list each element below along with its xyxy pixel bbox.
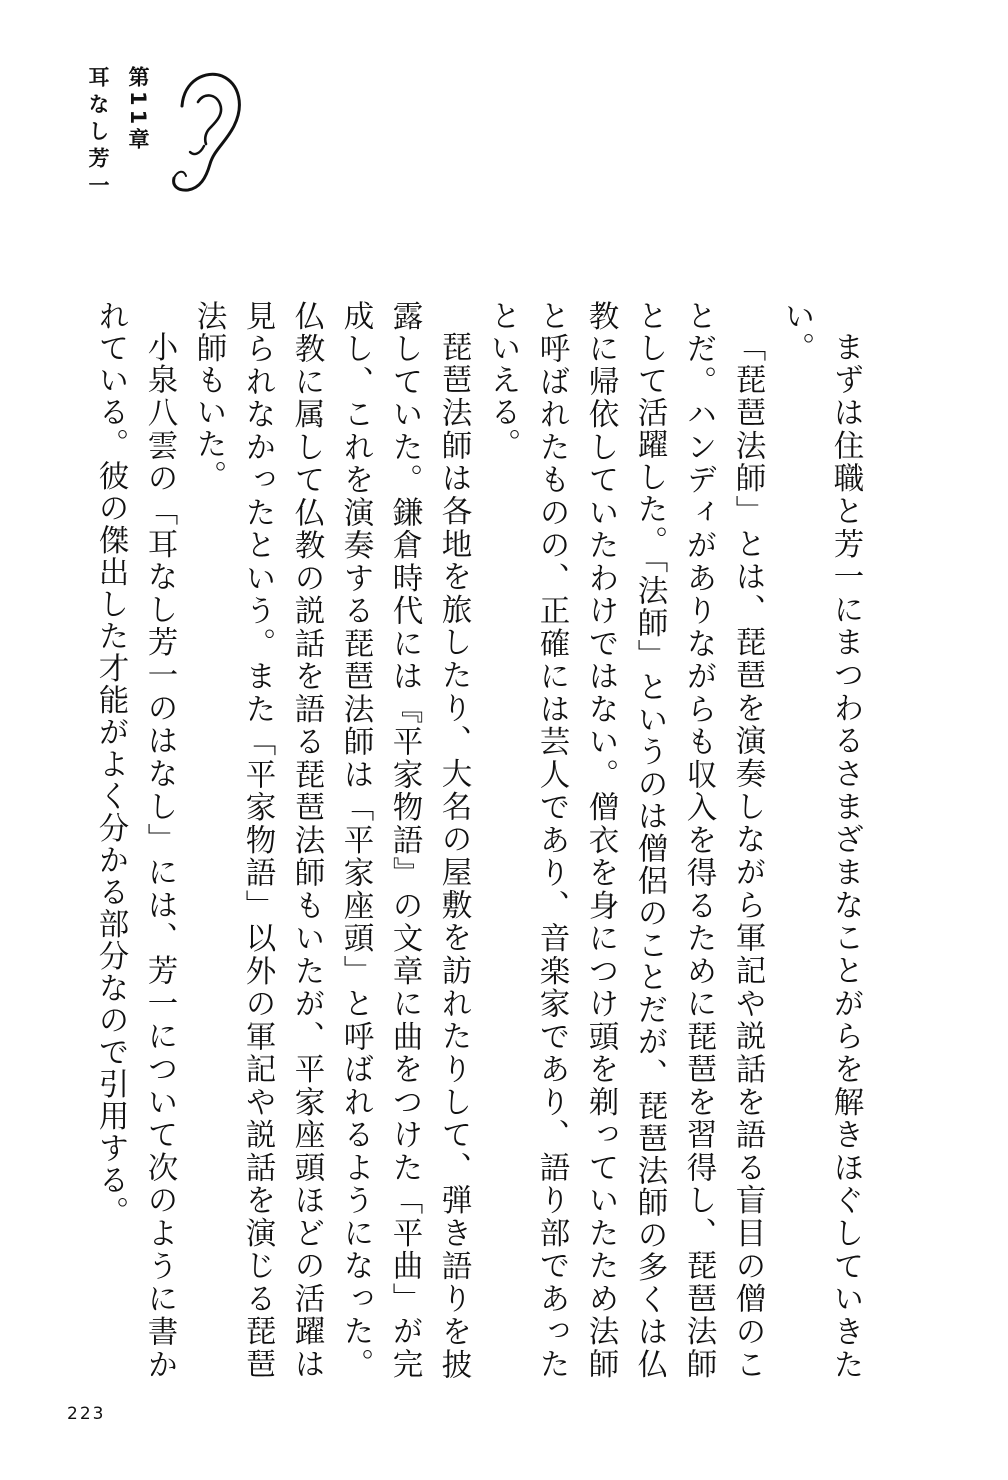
paragraph-koizumi-yakumo: 小泉八雲の「耳なし芳一のはなし」には、芳一について次のように書かれている。彼の傑出した才能がよく分かる部分なので引用する。 xyxy=(93,300,177,1380)
paragraph-heike-zato: 琵琶法師は各地を旅したり、大名の屋敷を訪れたりして、弾き語りを披露していた。鎌倉時代には『平家物語』の文章に曲をつけた「平曲」が完成し、これを演奏する琵琶法師は「平家座頭」と呼ばれるようになった。仏教に属して仏教の説話を語る琵琶法師もいたが、平家座頭ほどの活躍は見られなかったという。また「平家物語」以外の軍記や説話を演じる琵琶法師もいた。 xyxy=(191,300,471,1380)
body-text xyxy=(86,300,870,1380)
chapter-title: 耳なし芳一 xyxy=(86,66,110,201)
paragraph-biwa-hoshi: 「琵琶法師」とは、琵琶を演奏しながら軍記や説話を語る盲目の僧のことだ。ハンディがありながらも収入を得るために琵琶を習得し、琵琶法師として活躍した。「法師」というのは僧侶のことだが、琵琶法師の多くは仏教に帰依していたわけではない。僧衣を身につけ頭を剃っていたため法師と呼ばれたものの、正確には芸人であり、音楽家であり、語り部であったといえる。 xyxy=(485,300,765,1381)
paragraph-intro: まずは住職と芳一にまつわるさまざまなことがらを解きほぐしていきたい。 xyxy=(779,300,863,1380)
chapter-number: 第11章 xyxy=(126,66,150,154)
page-number: 223 xyxy=(67,1404,106,1424)
ear-icon xyxy=(160,66,246,196)
